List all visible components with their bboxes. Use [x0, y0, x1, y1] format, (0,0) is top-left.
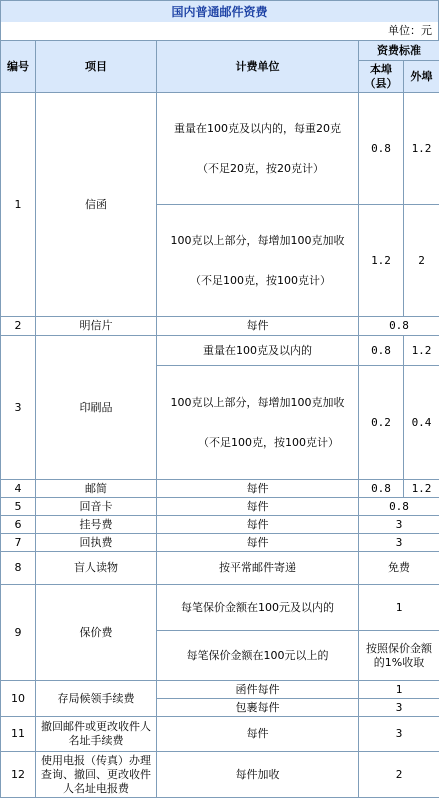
table-row	[1, 752, 439, 798]
table-row	[1, 717, 439, 752]
fee-value: 0.8	[359, 498, 439, 516]
fee-value: 3	[359, 699, 439, 717]
fee-local: 0.2	[359, 366, 404, 480]
fee-value: 1	[359, 681, 439, 699]
table-row	[1, 317, 439, 336]
table-row	[1, 681, 439, 699]
fee-outside: 2	[404, 205, 439, 317]
row-no: 3	[1, 336, 36, 480]
row-no: 10	[1, 681, 36, 717]
row-no: 4	[1, 480, 36, 498]
fee-value: 免费	[359, 552, 439, 585]
row-unit: 每件	[157, 717, 359, 752]
row-no: 12	[1, 752, 36, 798]
row-item: 撤回邮件或更改收件人名址手续费	[36, 717, 157, 752]
row-unit: 包裹每件	[157, 699, 359, 717]
row-unit: 每笔保价金额在100元及以内的	[157, 585, 359, 631]
fee-local: 0.8	[359, 480, 404, 498]
row-no: 11	[1, 717, 36, 752]
row-item: 存局候领手续费	[36, 681, 157, 717]
fee-table	[0, 40, 439, 798]
unit-label: 单位：元	[0, 22, 439, 40]
row-item: 挂号费	[36, 516, 157, 534]
fee-outside: 0.4	[404, 366, 439, 480]
fee-value: 按照保价金额的1%收取	[359, 631, 439, 681]
row-unit	[157, 366, 359, 480]
fee-value: 0.8	[359, 317, 439, 336]
header-outside: 外埠	[404, 61, 439, 93]
row-item: 印刷品	[36, 336, 157, 480]
row-item: 信函	[36, 93, 157, 317]
unit-line: 重量在100克及以内的，每重20克	[174, 121, 341, 135]
row-unit: 每件	[157, 480, 359, 498]
table-row	[1, 480, 439, 498]
row-unit: 每件	[157, 498, 359, 516]
unit-line: 100克以上部分，每增加100克加收	[170, 395, 345, 409]
fee-local: 0.8	[359, 93, 404, 205]
row-unit: 按平常邮件寄递	[157, 552, 359, 585]
row-unit	[157, 205, 359, 317]
row-item: 盲人读物	[36, 552, 157, 585]
fee-outside: 1.2	[404, 480, 439, 498]
header-no: 编号	[1, 41, 36, 93]
row-no: 7	[1, 534, 36, 552]
row-unit: 每笔保价金额在100元以上的	[157, 631, 359, 681]
fee-outside: 1.2	[404, 336, 439, 366]
row-item: 回音卡	[36, 498, 157, 516]
row-unit: 每件	[157, 516, 359, 534]
unit-note: （不足20克，按20克计）	[197, 161, 324, 175]
header-item: 项目	[36, 41, 157, 93]
row-no: 6	[1, 516, 36, 534]
row-unit: 每件加收	[157, 752, 359, 798]
row-unit: 每件	[157, 534, 359, 552]
row-no: 5	[1, 498, 36, 516]
row-item: 明信片	[36, 317, 157, 336]
header-row	[1, 41, 439, 61]
row-item: 使用电报（传真）办理查询、撤回、更改收件人名址电报费	[36, 752, 157, 798]
row-no: 8	[1, 552, 36, 585]
table-row	[1, 336, 439, 366]
row-item: 保价费	[36, 585, 157, 681]
table-row	[1, 585, 439, 631]
table-row	[1, 516, 439, 534]
fee-value: 3	[359, 516, 439, 534]
row-unit: 重量在100克及以内的	[157, 336, 359, 366]
fee-local: 1.2	[359, 205, 404, 317]
table-row	[1, 552, 439, 585]
row-item: 回执费	[36, 534, 157, 552]
fee-value: 1	[359, 585, 439, 631]
row-no: 1	[1, 93, 36, 317]
row-unit: 函件每件	[157, 681, 359, 699]
row-unit	[157, 93, 359, 205]
unit-note: （不足100克，按100克计）	[190, 273, 331, 287]
unit-line: 100克以上部分，每增加100克加收	[170, 233, 345, 247]
page-title: 国内普通邮件资费	[0, 0, 439, 22]
fee-value: 3	[359, 534, 439, 552]
row-item: 邮简	[36, 480, 157, 498]
row-unit: 每件	[157, 317, 359, 336]
table-row	[1, 93, 439, 205]
row-no: 9	[1, 585, 36, 681]
fee-value: 2	[359, 752, 439, 798]
fee-value: 3	[359, 717, 439, 752]
table-row	[1, 498, 439, 516]
row-no: 2	[1, 317, 36, 336]
header-standard: 资费标准	[359, 41, 439, 61]
fee-outside: 1.2	[404, 93, 439, 205]
fee-local: 0.8	[359, 336, 404, 366]
unit-note: （不足100克，按100克计）	[198, 435, 339, 449]
table-row	[1, 534, 439, 552]
header-local: 本埠（县）	[359, 61, 404, 93]
header-unit: 计费单位	[157, 41, 359, 93]
